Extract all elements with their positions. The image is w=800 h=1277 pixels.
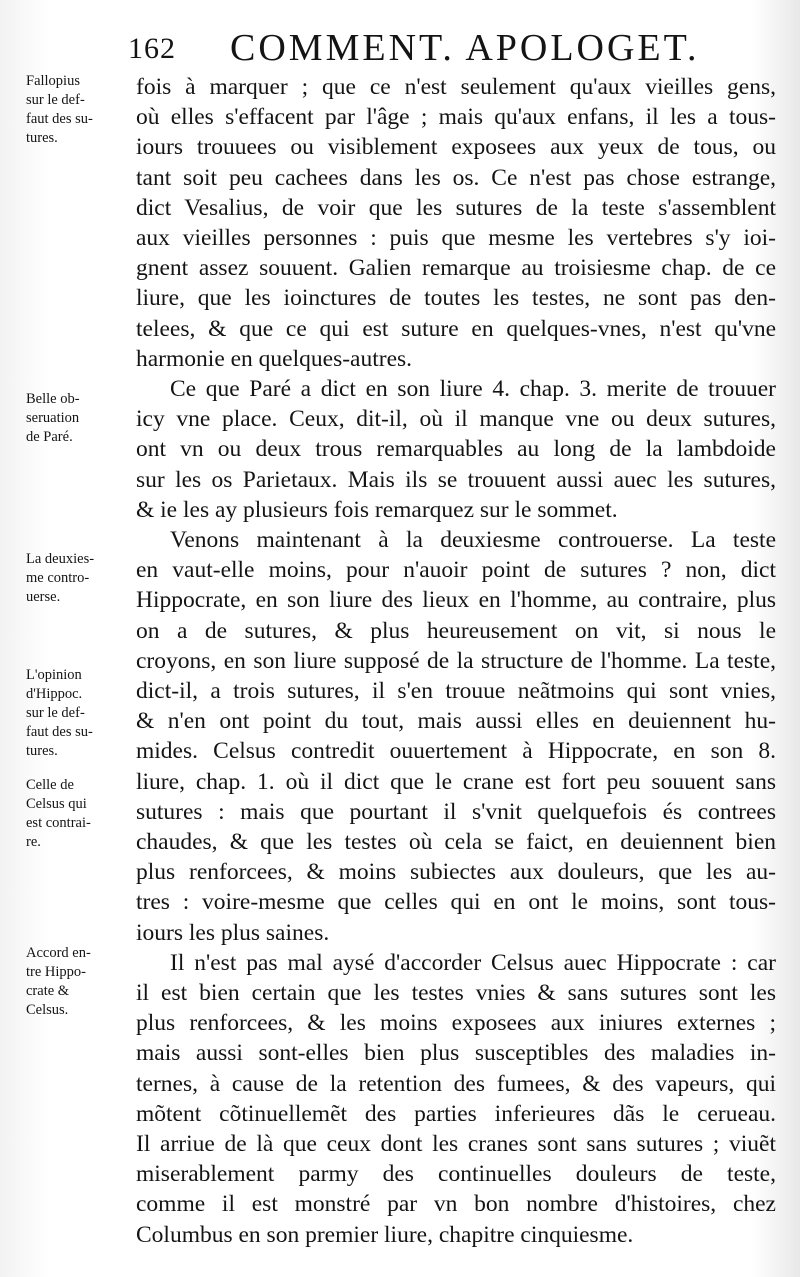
margin-note-line: uerse. <box>26 589 61 605</box>
margin-note-line: crate & <box>26 983 70 999</box>
text-line: on a de sutures, & plus heureusement on vit, si nous le <box>136 618 776 644</box>
text-line: tres : voire-mesme que celles qui en ont le moins, sont tous- <box>136 889 776 915</box>
text-line: miserablement parmy des continuelles douleurs de teste, <box>136 1161 776 1187</box>
margin-note-line: de Paré. <box>26 429 73 445</box>
text-line: plus renforcees, & moins subiectes aux douleurs, que les au- <box>136 859 776 885</box>
text-line: sutures : mais que pourtant il s'vnit quelquefois és contrees <box>136 799 776 825</box>
text-line: comme il est monstré par vn bon nombre d'histoires, chez <box>136 1191 776 1217</box>
margin-note <box>26 390 130 447</box>
margin-note-line: me contro- <box>26 570 90 586</box>
margin-note-line: re. <box>26 834 41 850</box>
margin-note-line: tre Hippo- <box>26 964 86 980</box>
margin-note-line: tures. <box>26 130 58 146</box>
margin-note-line: d'Hippoc. <box>26 686 83 702</box>
text-line: & ie les ay plusieurs fois remarquez sur le sommet. <box>136 497 618 523</box>
running-title: COMMENT. APOLOGET. <box>230 27 700 69</box>
text-line: où elles s'effacent par l'âge ; mais qu'aux enfans, il les a tous- <box>136 104 776 130</box>
margin-note <box>26 72 130 148</box>
text-line: Ce que Paré a dict en son liure 4. chap. 3. merite de trouuer <box>170 376 776 402</box>
text-line: & n'en ont point du tout, mais aussi elles en deuiennent hu- <box>136 708 776 734</box>
text-line: Venons maintenant à la deuxiesme controuerse. La teste <box>170 527 776 553</box>
margin-note-line: Celsus qui <box>26 796 87 812</box>
text-line: mais aussi sont-elles bien plus susceptibles des maladies in- <box>136 1040 776 1066</box>
text-line: fois à marquer ; que ce n'est seulement qu'aux vieilles gens, <box>136 74 776 100</box>
text-line: il est bien certain que les testes vnies & sans sutures sont les <box>136 980 776 1006</box>
margin-note-line: L'opinion <box>26 667 82 683</box>
text-line: sur les os Parietaux. Mais ils se trouuent aussi auec les sutures, <box>136 467 776 493</box>
text-line: croyons, en son liure supposé de la structure de l'homme. La teste, <box>136 648 776 674</box>
margin-note <box>26 666 130 761</box>
margin-note-line: sur le def- <box>26 92 85 108</box>
margin-note-line: seruation <box>26 410 80 426</box>
text-line: dict-il, a trois sutures, il s'en trouue neãtmoins qui sont vnies, <box>136 678 776 704</box>
text-line: ternes, à cause de la retention des fumees, & des vapeurs, qui <box>136 1071 776 1097</box>
text-line: plus renforcees, & les moins exposees aux iniures externes ; <box>136 1010 776 1036</box>
text-line: icy vne place. Ceux, dit-il, où il manque vne ou deux sutures, <box>136 406 776 432</box>
page-number: 162 <box>128 32 176 65</box>
text-line: Il n'est pas mal aysé d'accorder Celsus auec Hippocrate : car <box>170 950 776 976</box>
text-line: dict Vesalius, de voir que les sutures de la teste s'assemblent <box>136 195 776 221</box>
text-line: Il arriue de là que ceux dont les cranes sont sans sutures ; viuẽt <box>136 1131 776 1157</box>
margin-note-line: Fallopius <box>26 73 80 89</box>
text-line: liure, chap. 1. où il dict que le crane est fort peu souuent sans <box>136 769 776 795</box>
margin-note-line: Celsus. <box>26 1002 69 1018</box>
text-line: ont vn ou deux trous remarquables au long de la lambdoide <box>136 436 776 462</box>
margin-note-line: tures. <box>26 743 58 759</box>
page-header <box>128 22 778 72</box>
margin-note <box>26 550 130 607</box>
margin-note-line: Accord en- <box>26 945 91 961</box>
text-line: iours trouuees ou visiblement exposees aux yeux de tous, ou <box>136 134 776 160</box>
text-line: gnent assez souuent. Galien remarque au troisiesme chap. de ce <box>136 255 776 281</box>
margin-note-line: faut des su- <box>26 111 93 127</box>
margin-note-line: Celle de <box>26 777 74 793</box>
margin-note <box>26 944 130 1020</box>
text-line: chaudes, & que les testes où cela se faict, en deuiennent bien <box>136 829 776 855</box>
margin-note-line: La deuxies- <box>26 551 95 567</box>
text-line: Hippocrate, en son liure des lieux en l'homme, au contraire, plus <box>136 587 776 613</box>
margin-note-line: faut des su- <box>26 724 93 740</box>
text-line: aux vieilles personnes : puis que mesme les vertebres s'y ioi- <box>136 225 776 251</box>
margin-note-line: est contrai- <box>26 815 91 831</box>
text-line: harmonie en quelques-autres. <box>136 346 413 372</box>
margin-note-line: sur le def- <box>26 705 85 721</box>
margin-note <box>26 776 130 852</box>
text-line: iours les plus saines. <box>136 920 330 946</box>
text-line: mõtent cõtinuellemẽt des parties inferieures dãs le cerueau. <box>136 1101 776 1127</box>
text-line: tant soit peu cachees dans les os. Ce n'est pas chose estrange, <box>136 165 776 191</box>
text-line: mides. Celsus contredit ouuertement à Hippocrate, en son 8. <box>136 738 776 764</box>
text-line: liure, que les ioinctures de toutes les testes, ne sont pas den- <box>136 285 776 311</box>
text-line: en vaut-elle moins, pour n'auoir point de sutures ? non, dict <box>136 557 776 583</box>
text-line: Columbus en son premier liure, chapitre cinquiesme. <box>136 1222 634 1248</box>
text-line: telees, & que ce qui est suture en quelques-vnes, n'est qu'vne <box>136 316 776 342</box>
margin-note-line: Belle ob- <box>26 391 80 407</box>
